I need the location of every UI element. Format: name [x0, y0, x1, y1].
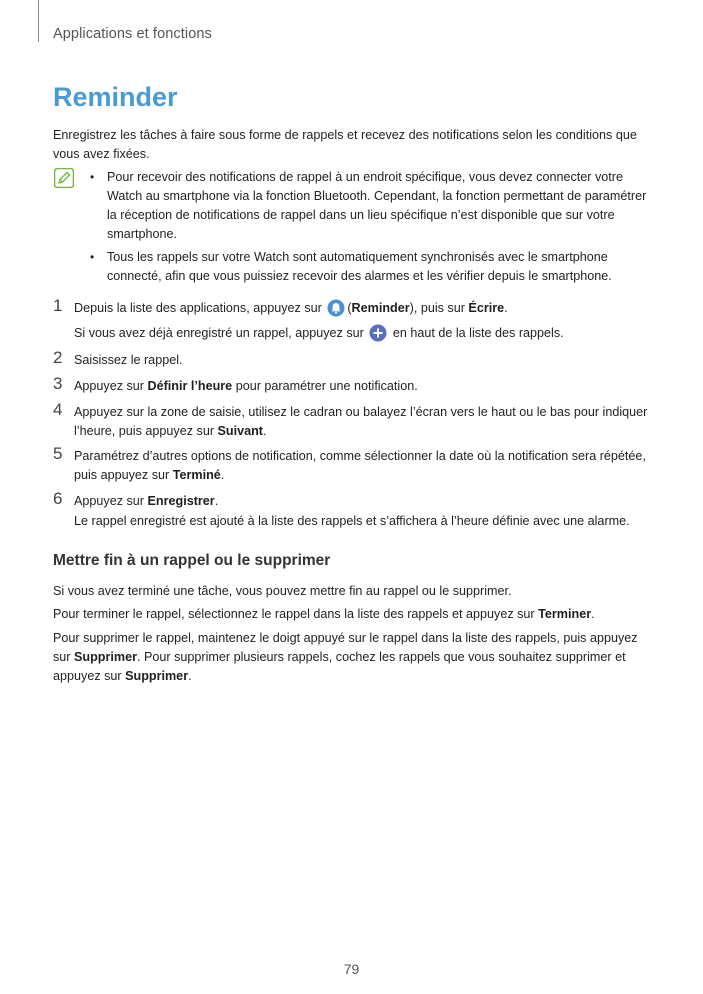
para-text-part: . Pour supprimer plusieurs rappels, cochez les rappels que vous souhaitez supprimer et appuyez sur: [53, 650, 626, 683]
step-number: 3: [53, 374, 63, 393]
termine-label: Terminé: [172, 468, 221, 482]
step-text-part: Si vous avez déjà enregistré un rappel, appuyez sur: [74, 326, 368, 340]
para-text-part: .: [188, 669, 192, 683]
para-text-part: Pour supprimer le rappel, maintenez le doigt appuyé sur le rappel dans la liste des rappels, puis appuyez sur: [53, 631, 638, 664]
page-title: Reminder: [53, 82, 178, 112]
step-subtext: Le rappel enregistré est ajouté à la liste des rappels et s’affichera à l’heure définie avec une alarme.: [74, 514, 630, 528]
ecrire-label: Écrire: [468, 301, 505, 315]
step-text: [74, 299, 654, 318]
step-subtext: [74, 324, 654, 343]
app-name-reminder: Reminder: [351, 301, 410, 315]
step-text-part: pour paramétrer une notification.: [232, 379, 418, 393]
terminer-label: Terminer: [538, 607, 592, 621]
supprimer-label: Supprimer: [74, 650, 137, 664]
section-paragraph: [53, 629, 653, 686]
step-text: Saisissez le rappel.: [74, 353, 183, 367]
definir-heure-label: Définir l’heure: [147, 379, 233, 393]
step-text-part: Appuyez sur: [74, 494, 148, 508]
step-number: 4: [53, 400, 63, 419]
para-text-part: Pour terminer le rappel, sélectionnez le rappel dans la liste des rappels et appuyez sur: [53, 607, 539, 621]
note-item: Pour recevoir des notifications de rappel à un endroit spécifique, vous devez connecter votre Watch au smartphone via la fonction Bluetooth. Cependant, la fonction permettant de paramétrer la réception de notifications de rappel dans un lieu spécifique n’est disponible que sur votre smartphone.: [107, 170, 647, 241]
step-text: [74, 377, 654, 396]
add-plus-icon: [369, 324, 387, 342]
section-heading: Mettre fin à un rappel ou le supprimer: [53, 552, 331, 569]
section-paragraph: Si vous avez terminé une tâche, vous pouvez mettre fin au rappel ou le supprimer.: [53, 584, 512, 598]
para-text-part: .: [591, 607, 595, 621]
step-text-part: Appuyez sur: [74, 379, 148, 393]
step-text-part: Paramétrez d’autres options de notification, comme sélectionner la date où la notification sera répétée, puis appuyez sur: [74, 449, 646, 482]
suivant-label: Suivant: [217, 424, 264, 438]
step-text-part: (: [347, 301, 352, 315]
enregistrer-label: Enregistrer: [147, 494, 215, 508]
supprimer-label: Supprimer: [125, 669, 189, 683]
step-text-part: .: [220, 468, 225, 482]
note-pencil-icon: [54, 168, 74, 188]
step-text: [74, 447, 654, 485]
note-bullet: •: [90, 170, 95, 184]
step-text-part: Depuis la liste des applications, appuyez sur: [74, 301, 326, 315]
reminder-bell-icon: [327, 299, 345, 317]
step-number: 6: [53, 489, 63, 508]
step-text-part: Appuyez sur la zone de saisie, utilisez le cadran ou balayez l’écran vers le haut ou le bas pour indiquer l’heure, puis appuyez sur: [74, 405, 648, 438]
note-bullet: •: [90, 250, 95, 264]
section-paragraph: [53, 605, 653, 624]
step-text-part: .: [263, 424, 267, 438]
step-text-part: .: [214, 494, 219, 508]
step-number: 2: [53, 348, 63, 367]
step-text: [74, 403, 654, 441]
header-rule: [38, 0, 39, 42]
step-number: 1: [53, 296, 63, 315]
step-text: [74, 492, 654, 511]
note-item: Tous les rappels sur votre Watch sont automatiquement synchronisés avec le smartphone connecté, afin que vous puissiez recevoir des alarmes et les vérifier depuis le smartphone.: [107, 250, 612, 283]
step-number: 5: [53, 444, 63, 463]
step-text-part: en haut de la liste des rappels.: [389, 326, 564, 340]
step-text-part: .: [504, 301, 508, 315]
running-head: Applications et fonctions: [53, 26, 212, 42]
intro-paragraph: Enregistrez les tâches à faire sous forme de rappels et recevez des notifications selon les conditions que vous avez fixées.: [53, 128, 637, 161]
step-text-part: ), puis sur: [409, 301, 469, 315]
page-number: 79: [343, 961, 360, 977]
